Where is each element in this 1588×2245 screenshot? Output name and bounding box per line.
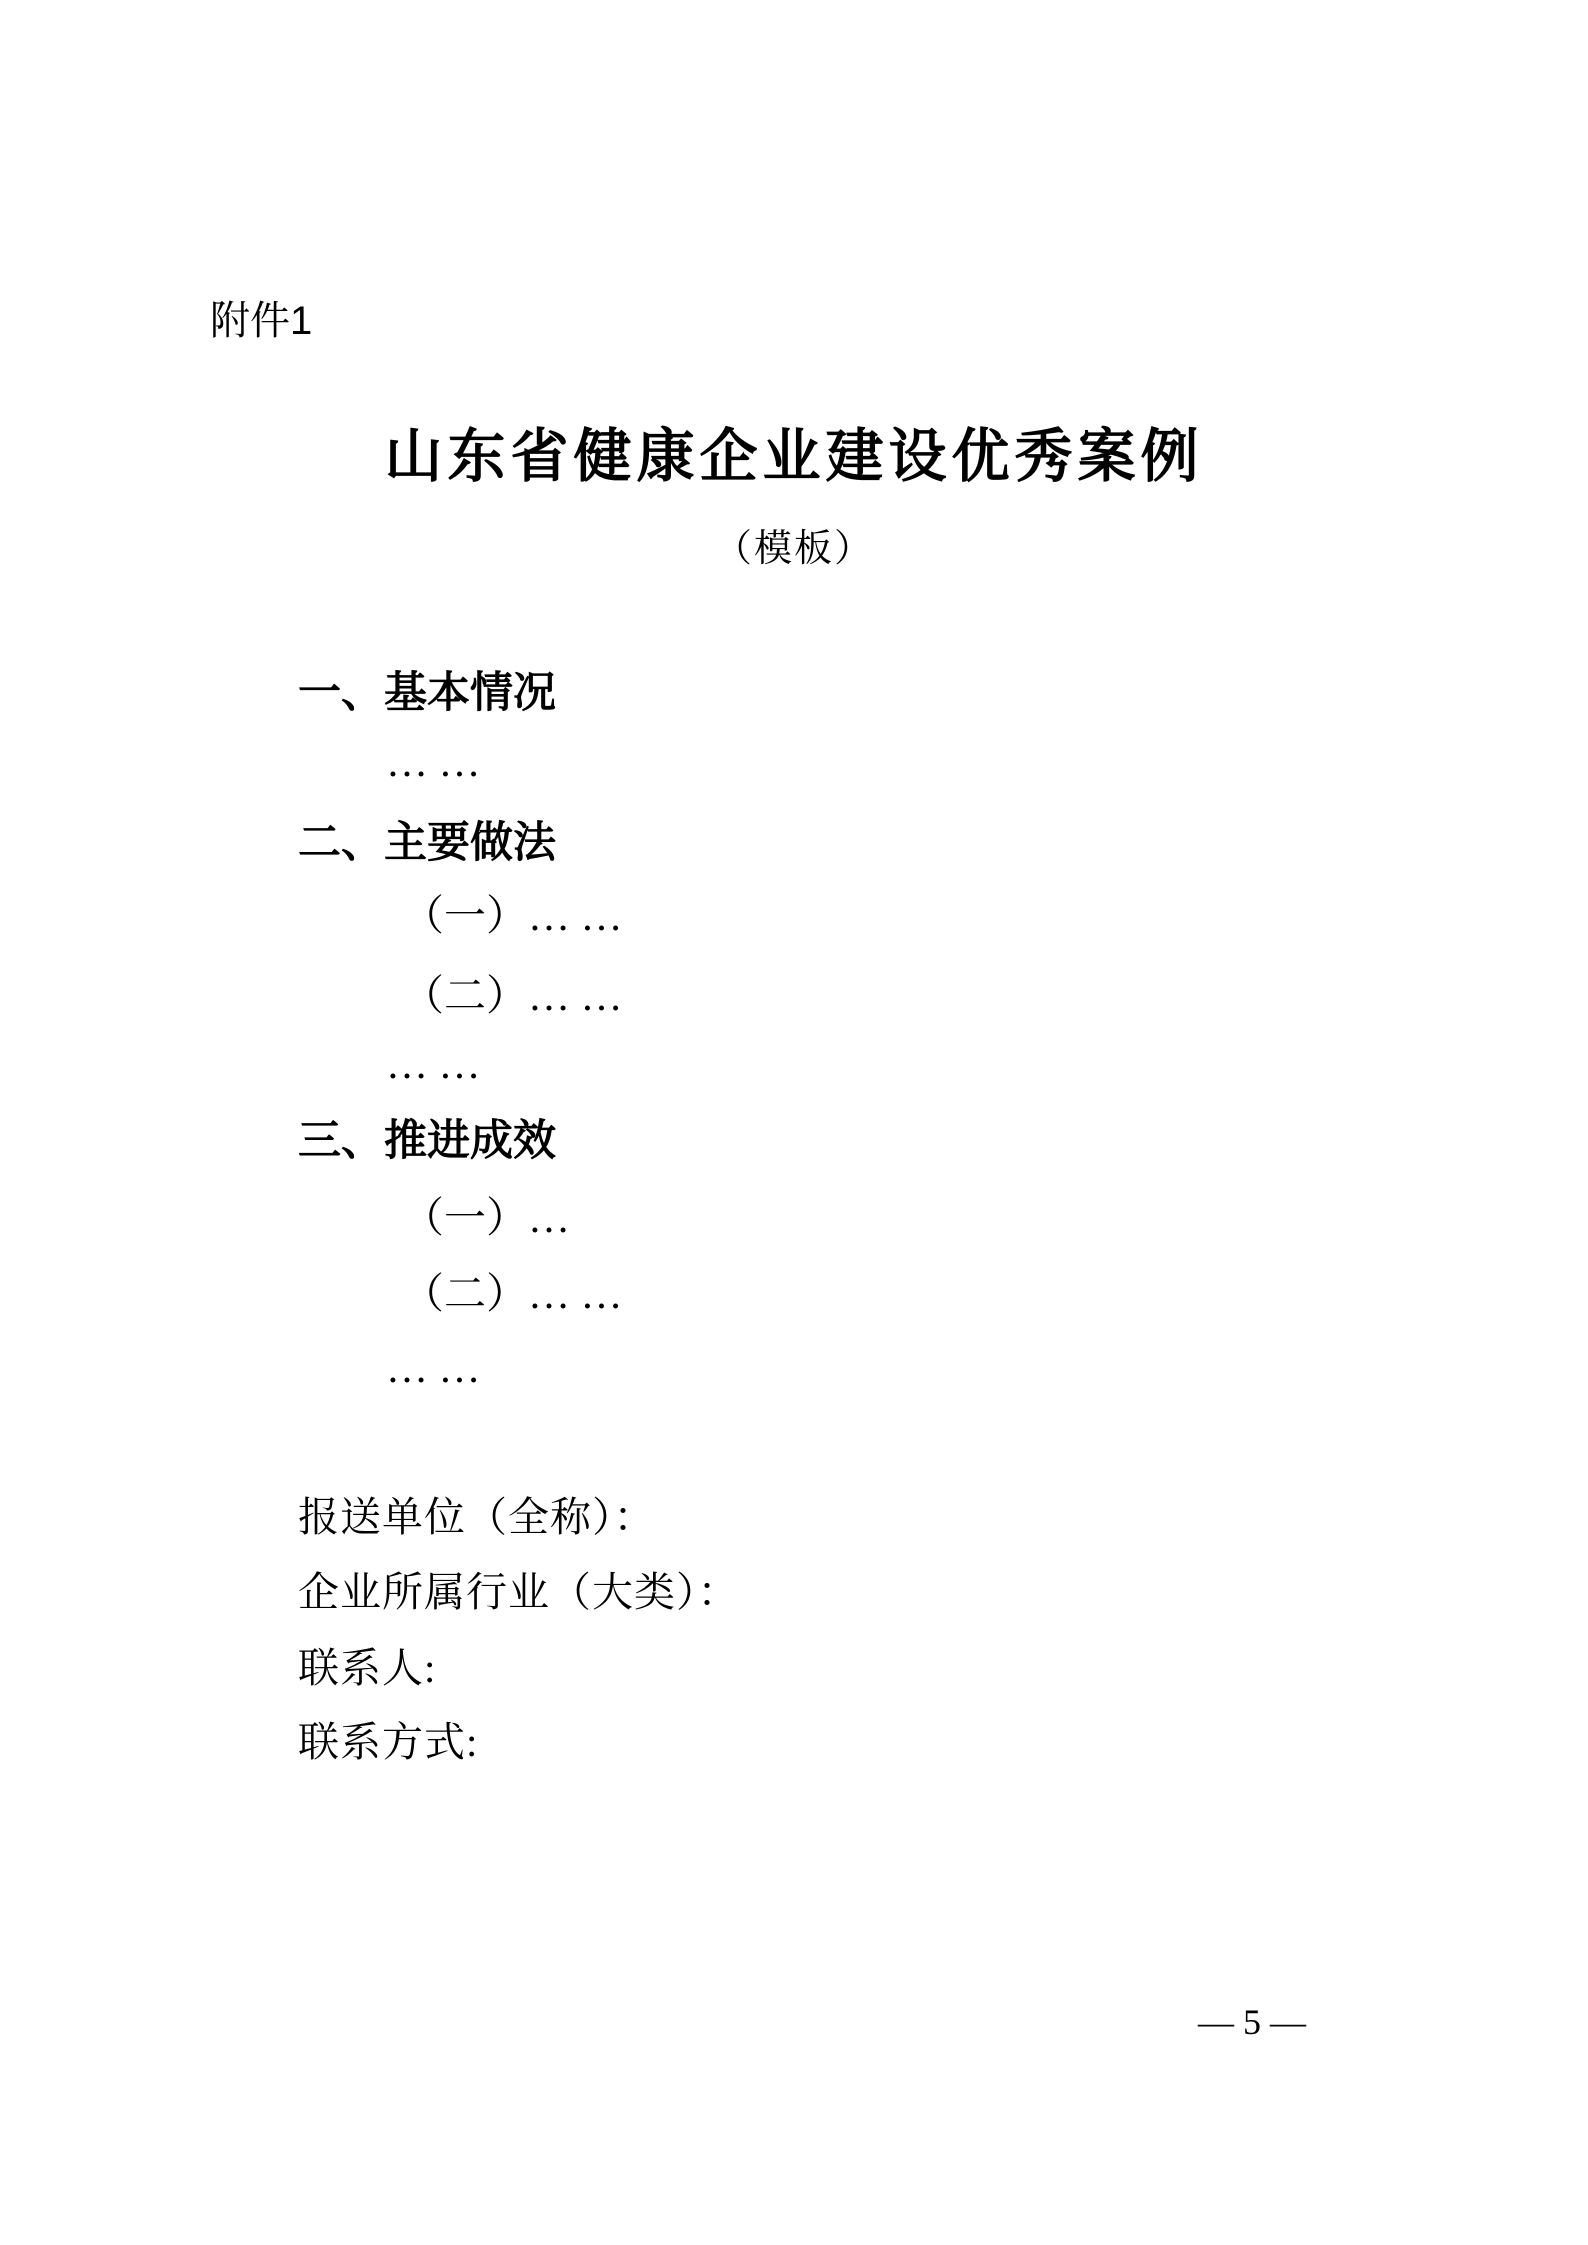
contact-line-reporting-unit: 报送单位（全称）： <box>298 1494 656 1540</box>
contact-line-contact-person: 联系人: <box>298 1645 437 1691</box>
contact-line-industry-category: 企业所属行业（大类）： <box>298 1569 740 1615</box>
section-heading-main-practices: 二、主要做法 <box>298 819 556 867</box>
contact-line-contact-method: 联系方式: <box>298 1719 479 1765</box>
subitem-two: （二）… … <box>402 1272 623 1318</box>
document-title: 山东省健康企业建设优秀案例 <box>384 424 1204 489</box>
section-heading-progress-results: 三、推进成效 <box>298 1117 556 1165</box>
document-subtitle: （模板） <box>713 528 874 570</box>
placeholder-dots: … … <box>386 1042 481 1088</box>
subitem-one: （一）… … <box>402 894 623 940</box>
subitem-one: （一）… <box>402 1196 571 1242</box>
page-number: — 5 — <box>1198 2002 1306 2042</box>
placeholder-dots: … … <box>386 740 481 786</box>
attachment-label: 附件1 <box>210 299 313 343</box>
placeholder-dots: … … <box>386 1346 481 1392</box>
section-heading-basic-situation: 一、基本情况 <box>298 669 556 717</box>
subitem-two: （二）… … <box>402 974 623 1020</box>
